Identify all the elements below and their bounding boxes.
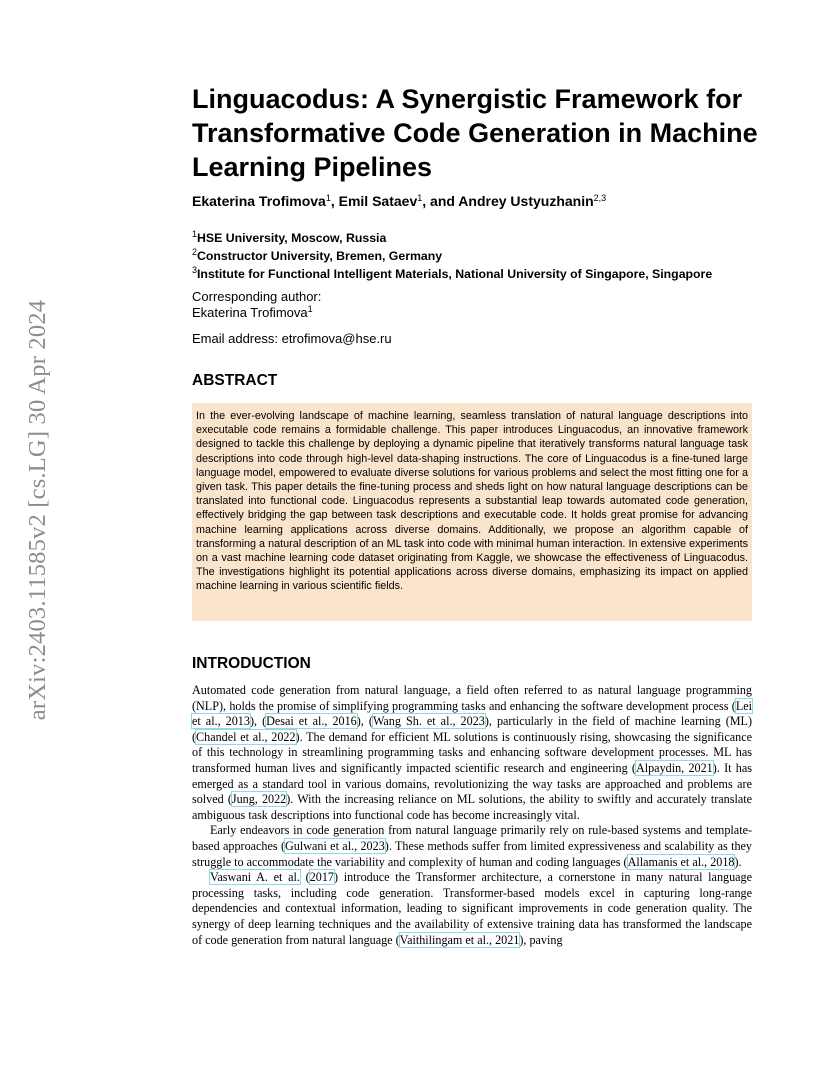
affiliations (192, 229, 752, 283)
email-address: Email address: etrofimova@hse.ru (192, 331, 392, 346)
corresponding-author (192, 289, 752, 321)
abstract-box (192, 403, 752, 621)
affiliation-item: $^1$HSE University, Moscow, Russia (192, 229, 387, 245)
citation-link[interactable]: Chandel et al., 2022 (196, 729, 296, 744)
citation-link[interactable]: Allamanis et al., 2018 (627, 854, 735, 869)
author-list: Ekaterina Trofimova$^1$, Emil Sataev$^1$, and Andrey Ustyuzhanin$^{2,3}$ (192, 193, 607, 209)
introduction-body (192, 683, 752, 948)
affiliation-marker: 1 (325, 193, 331, 203)
arxiv-identifier-text: arXiv:2403.11585v2 [cs.LG] 30 Apr 2024 (24, 299, 51, 721)
citation-link[interactable]: Alpaydin, 2021 (635, 760, 713, 775)
corresponding-name: Ekaterina Trofimova$^1$ (192, 304, 313, 320)
abstract-heading: ABSTRACT (192, 372, 278, 389)
author-name: Emil Sataev (338, 193, 418, 209)
affiliation-marker: 1 (417, 193, 423, 203)
affiliation-item: $^3$Institute for Functional Intelligent Materials, National University of Singapore, Singapore (192, 265, 713, 281)
citation-link[interactable]: Vaithilingam et al., 2021 (399, 932, 520, 947)
arxiv-identifier (16, 290, 60, 730)
citation-link[interactable]: Vaswani A. et al. (210, 870, 300, 885)
abstract-text: In the ever-evolving landscape of machine learning, seamless translation of natural language descriptions into executable code remains a formidable challenge. This paper introduces Linguacodus, an innovative framework designed to tackle this challenge by deploying a dynamic pipeline that iteratively transforms natural language task descriptions into code through high-level data-shaping instructions. The core of Linguacodus is a fine-tuned large language model, empowered to evaluate diverse solutions for various problems and select the most fitting one for a given task. This paper details the fine-tuning process and sheds light on how natural language descriptions can be translated into functional code. Linguacodus represents a substantial leap towards automated code generation, effectively bridging the gap between task descriptions and executable code. It holds great promise for advancing machine learning applications across diverse domains. Additionally, we propose an algorithm capable of transforming a natural description of an ML task into code with minimal human interaction. In extensive experiments on a vast machine learning code dataset originating from Kaggle, we showcase the effectiveness of Linguacodus. The investigations highlight its potential applications across diverse domains, emphasizing its impact on applied machine learning in various scientific fields. (196, 410, 748, 593)
corresponding-label: Corresponding author: (192, 289, 322, 304)
affiliation-marker: 2,3 (593, 193, 607, 203)
citation-link[interactable]: Jung, 2022 (231, 792, 287, 807)
affiliation-item: $^2$Constructor University, Bremen, Germany (192, 247, 443, 263)
citation-link[interactable]: Gulwani et al., 2023 (285, 838, 385, 853)
citation-link[interactable]: Lei et al., 2013 (192, 698, 752, 729)
paragraph: Automated code generation from natural language, a field often referred to as natural language programming (NLP), holds the promise of simplifying programming tasks and enhancing the software development process (Lei et al., 2013), (Desai et al., 2016), (Wang Sh. et al., 2023), particularly in the field of machine learning (ML) (Chandel et al., 2022). The demand for efficient ML solutions is continuously rising, showcasing the significance of this technology in streamlining programming tasks and enhancing software development processes. ML has transformed human lives and significantly impacted scientific research and engineering (Alpaydin, 2021). It has emerged as a standard tool in various domains, revolutionizing the way tasks are approached and problems are solved (Jung, 2022). With the increasing reliance on ML solutions, the ability to swiftly and accurately translate ambiguous task descriptions into functional code has become increasingly vital. (192, 683, 753, 822)
citation-link[interactable]: Wang Sh. et al., 2023 (372, 714, 485, 729)
paragraph: Vaswani A. et al. (2017) introduce the Transformer architecture, a cornerstone in many natural language processing tasks, including code generation. Transformer-based models excel in capturing long-range dependencies and contextual information, leading to significant improvements in code generation quality. The synergy of deep learning techniques and the availability of extensive training data has transformed the landscape of code generation from natural language (Vaithilingam et al., 2021), paving (192, 870, 753, 947)
introduction-heading: INTRODUCTION (192, 655, 311, 672)
citation-link[interactable]: 2017 (309, 870, 334, 885)
paper-title: Linguacodus: A Synergistic Framework for Transformative Code Generation in Machine Learning Pipelines (192, 84, 758, 182)
citation-link[interactable]: Desai et al., 2016 (266, 714, 357, 729)
paragraph: Early endeavors in code generation from natural language primarily rely on rule-based systems and template-based approaches (Gulwani et al., 2023). These methods suffer from limited expressiveness and scalability as they struggle to accommodate the variability and complexity of human and coding languages (Allamanis et al., 2018). (192, 823, 753, 869)
author-name: Andrey Ustyuzhanin (458, 193, 594, 209)
author-name: Ekaterina Trofimova (192, 193, 326, 209)
